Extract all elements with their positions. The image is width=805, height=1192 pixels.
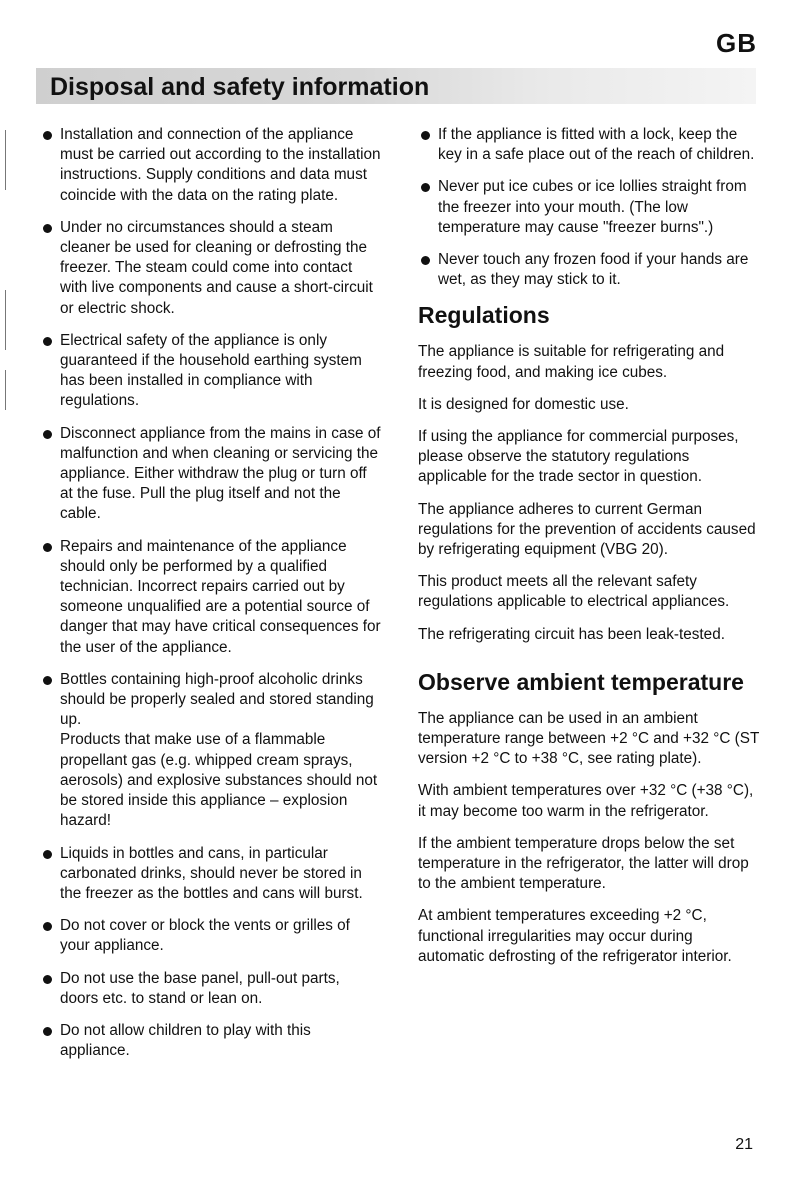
bullet-text: Never touch any frozen food if your hands are wet, as they may stick to it.: [438, 251, 749, 289]
bullet-dot: [43, 337, 52, 346]
bullet-dot: [43, 430, 52, 439]
margin-mark: [5, 130, 6, 190]
safety-bullet: [40, 969, 382, 1009]
bullet-dot: [43, 224, 52, 233]
bullet-text: Liquids in bottles and cans, in particular carbonated drinks, should never be stored in the freezer as the bottles and cans will burst.: [60, 844, 363, 902]
bullet-text: Never put ice cubes or ice lollies straight from the freezer into your mouth. (The low temperature may cause "freezer burns".): [438, 178, 747, 236]
bullet-text: Under no circumstances should a steam cleaner be used for cleaning or defrosting the freezer. The steam could come into contact with live components and cause a short-circuit or electric shock.: [60, 218, 373, 317]
bullet-dot: [43, 850, 52, 859]
bullet-dot: [43, 676, 52, 685]
margin-mark: [5, 290, 6, 350]
safety-bullet: [40, 670, 382, 832]
ambient-paragraph: With ambient temperatures over +32 °C (+38 °C), it may become too warm in the refrigerator.: [418, 782, 754, 820]
safety-bullet: [40, 537, 382, 658]
bullet-text: Do not cover or block the vents or grilles of your appliance.: [60, 917, 350, 955]
ambient-paragraph: If the ambient temperature drops below the set temperature in the refrigerator, the latter will drop to the ambient temperature.: [418, 834, 749, 893]
right-column: [418, 125, 760, 979]
ambient-paragraph: At ambient temperatures exceeding +2 °C, functional irregularities may occur during automatic defrosting of the refrigerator interior.: [418, 907, 732, 965]
bullet-dot: [43, 975, 52, 984]
safety-bullet: [418, 177, 760, 238]
safety-bullet: [40, 331, 382, 412]
regulations-paragraph: This product meets all the relevant safety regulations applicable to electrical appliances.: [418, 573, 730, 611]
bullet-text: Bottles containing high-proof alcoholic drinks should be properly sealed and stored standing up. Products that make use of a flammable propellant gas (e.g. whipped cream sprays, aerosols) and explosive substances should not be stored inside this appliance – explosion hazard!: [60, 670, 378, 830]
bullet-text: Electrical safety of the appliance is only guaranteed if the household earthing system has been installed in compliance with regulations.: [60, 331, 362, 410]
regulations-paragraph: If using the appliance for commercial purposes, please observe the statutory regulations applicable for the trade sector in question.: [418, 428, 739, 486]
bullet-dot: [43, 922, 52, 931]
left-column: [40, 125, 382, 1073]
regulations-paragraph: The appliance adheres to current German regulations for the prevention of accidents caused by refrigerating equipment (VBG 20).: [418, 500, 756, 559]
ambient-heading: Observe ambient temperature: [418, 668, 744, 695]
bullet-text: Do not allow children to play with this appliance.: [60, 1021, 311, 1060]
bullet-dot: [421, 256, 430, 265]
safety-bullet: [418, 250, 760, 290]
bullet-text: If the appliance is fitted with a lock, keep the key in a safe place out of the reach of children.: [438, 126, 755, 164]
bullet-text: Installation and connection of the appliance must be carried out according to the installation instructions. Supply conditions and data must coincide with the data on the rating plate.: [60, 126, 381, 204]
language-label: GB: [716, 28, 757, 58]
regulations-heading: Regulations: [418, 302, 550, 329]
regulations-paragraph: The appliance is suitable for refrigerating and freezing food, and making ice cubes.: [418, 343, 725, 381]
regulations-paragraph: It is designed for domestic use.: [418, 395, 629, 413]
safety-bullet: [40, 916, 382, 956]
safety-bullet: [40, 125, 382, 206]
bullet-dot: [43, 1027, 52, 1036]
bullet-dot: [421, 183, 430, 192]
regulations-paragraph: The refrigerating circuit has been leak-tested.: [418, 625, 725, 643]
bullet-text: Disconnect appliance from the mains in case of malfunction and when cleaning or servicing the appliance. Either withdraw the plug or turn off at the fuse. Pull the plug itself and not the cable.: [60, 424, 381, 523]
safety-bullet: [40, 844, 382, 905]
page-number: 21: [735, 1136, 753, 1153]
bullet-dot: [43, 131, 52, 140]
ambient-paragraph: The appliance can be used in an ambient temperature range between +2 °C and +32 °C (ST version +2 °C to +38 °C, see rating plate).: [418, 709, 760, 768]
bullet-text: Do not use the base panel, pull-out parts, doors etc. to stand or lean on.: [60, 969, 340, 1007]
bullet-text: Repairs and maintenance of the appliance should only be performed by a qualified technician. Incorrect repairs carried out by someone unqualified are a potential source of danger that may have critical consequences for the user of the appliance.: [60, 537, 381, 656]
bullet-dot: [421, 131, 430, 140]
safety-bullet: [40, 424, 382, 525]
margin-mark: [5, 370, 6, 410]
safety-bullet: [40, 218, 382, 319]
safety-bullet: [40, 1021, 382, 1061]
section-title: Disposal and safety information: [50, 73, 430, 101]
safety-bullet: [418, 125, 760, 165]
bullet-dot: [43, 543, 52, 552]
